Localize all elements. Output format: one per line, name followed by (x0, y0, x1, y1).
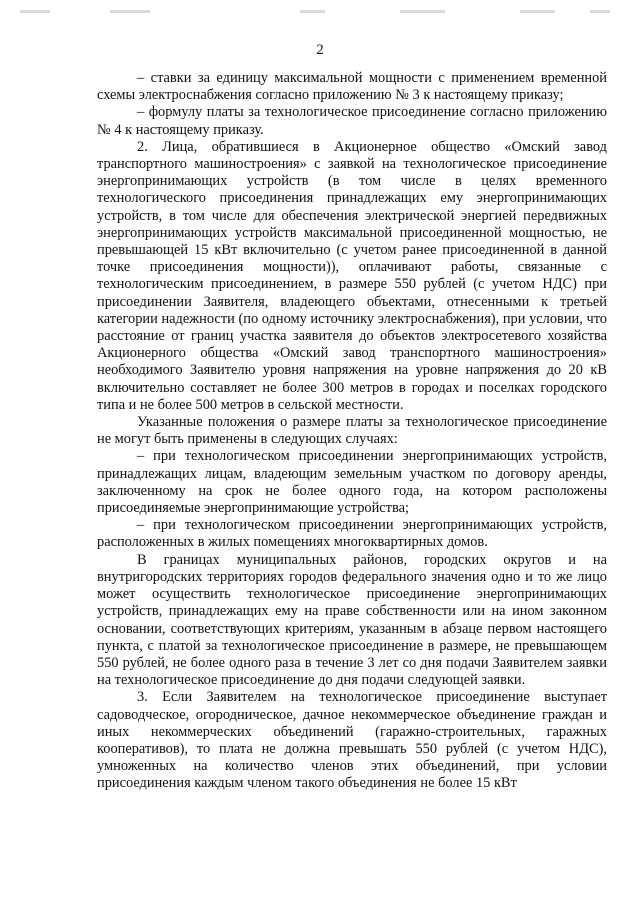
document-body (97, 70, 607, 793)
paragraph: – ставки за единицу максимальной мощности с применением временной схемы электроснабжения согласно приложению № 3 к настоящему приказу; (97, 70, 607, 104)
scan-artifact (520, 10, 555, 13)
paragraph: 3. Если Заявителем на технологическое присоединение выступает садоводческое, огородническое, дачное некоммерческое объединение граждан и иных некоммерческих объединений (гаражно-строительных, гаражных кооперативов), то плата не должна превышать 550 рублей (с учетом НДС), умноженных на количество членов этих объединений, при условии присоединения каждым членом такого объединения не более 15 кВт (97, 689, 607, 792)
paragraph: Указанные положения о размере платы за технологическое присоединение не могут быть применены в следующих случаях: (97, 414, 607, 448)
scan-artifact (110, 10, 150, 13)
paragraph: – при технологическом присоединении энергопринимающих устройств, расположенных в жилых помещениях многоквартирных домов. (97, 517, 607, 551)
paragraph: – при технологическом присоединении энергопринимающих устройств, принадлежащих лицам, владеющим земельным участком по договору аренды, заключенному на срок не более одного года, на котором расположены присоединяемые энергопринимающие устройства; (97, 448, 607, 517)
paragraph: В границах муниципальных районов, городских округов и на внутригородских территориях городов федерального значения одно и то же лицо может осуществить технологическое присоединение энергопринимающих устройств, принадлежащих ему на праве собственности или на ином законном основании, соответствующих критериям, указанным в абзаце первом настоящего пункта, с платой за технологическое присоединение в размере, не превышающем 550 рублей, не более одного раза в течение 3 лет со дня подачи Заявителем заявки на технологическое присоединение до дня подачи следующей заявки. (97, 551, 607, 689)
page-number: 2 (316, 42, 324, 58)
scan-artifact (300, 10, 325, 13)
paragraph: – формулу платы за технологическое присоединение согласно приложению № 4 к настоящему приказу. (97, 104, 607, 138)
paragraph: 2. Лица, обратившиеся в Акционерное общество «Омский завод транспортного машиностроения» с заявкой на технологическое присоединение энергопринимающих устройств (в том числе в целях временного технологического присоединения принадлежащих ему энергопринимающих устройств, в том числе для обеспечения электрической энергией передвижных энергопринимающих устройств максимальной присоединенной мощностью, не превышающей 15 кВт включительно (с учетом ранее присоединенной в данной точке присоединения мощности)), оплачивают работы, связанные с технологическим присоединением, в размере 550 рублей (с учетом НДС) при присоединении Заявителя, владеющего объектами, отнесенными к третьей категории надежности (по одному источнику электроснабжения), при условии, что расстояние от границ участка заявителя до объектов электросетевого хозяйства Акционерного общества «Омский завод транспортного машиностроения» необходимого Заявителю уровня напряжения на уровне напряжения до 20 кВ включительно составляет не более 300 метров в городах и поселках городского типа и не более 500 метров в сельской местности. (97, 138, 607, 413)
scan-artifact (20, 10, 50, 13)
scan-artifact (400, 10, 445, 13)
scan-artifact (590, 10, 610, 13)
